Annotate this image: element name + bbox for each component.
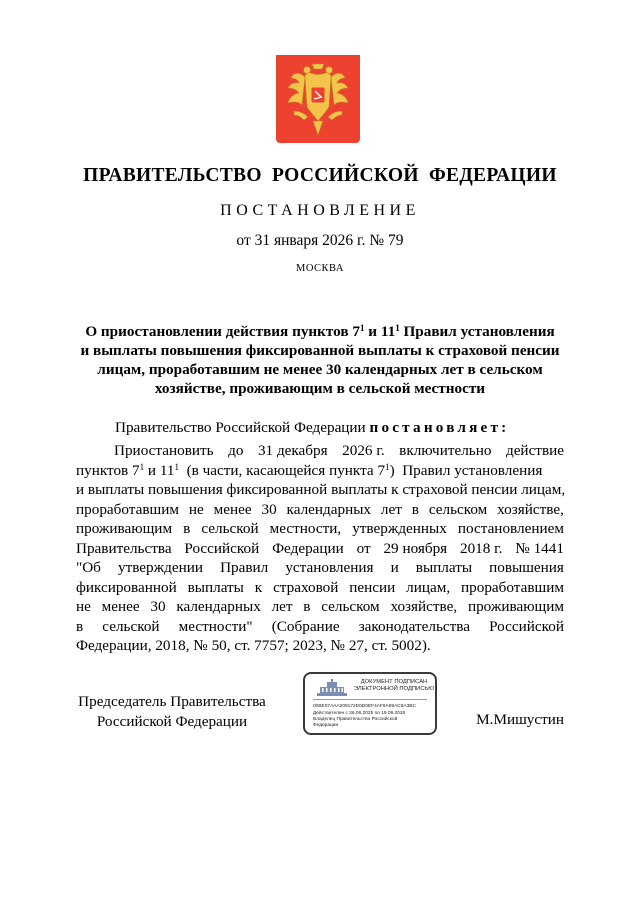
body-word: проживающим bbox=[76, 520, 173, 537]
body-word: выплаты bbox=[187, 578, 244, 596]
body-line-9 bbox=[76, 597, 564, 617]
document-type: ПОСТАНОВЛЕНИЕ bbox=[220, 202, 420, 219]
heading-line-1 bbox=[70, 322, 570, 341]
body-line-4 bbox=[76, 500, 564, 520]
body-word: местности, bbox=[269, 520, 342, 537]
body-word: сельской bbox=[102, 617, 160, 635]
body-word: в bbox=[76, 617, 84, 635]
body-word: утвержденных bbox=[352, 520, 447, 537]
body-word: и bbox=[390, 559, 399, 576]
body-word: установления bbox=[285, 559, 374, 576]
body-line-1 bbox=[76, 441, 564, 461]
body-word: законодательства bbox=[358, 617, 470, 635]
body-word: календарных bbox=[286, 500, 372, 518]
body-word: Приостановить bbox=[114, 442, 214, 459]
body-word: сельском bbox=[321, 598, 380, 615]
heading-line-2: и выплаты повышения фиксированной выплаты к страховой пенсии bbox=[80, 342, 560, 359]
body-word: Российской bbox=[184, 539, 260, 557]
body-word: "Об bbox=[76, 559, 101, 576]
body-word: пенсии bbox=[349, 578, 396, 596]
body-word: утверждении bbox=[117, 559, 203, 576]
intro-text: Правительство Российской Федерации bbox=[115, 419, 370, 436]
heading-text: Правил установления bbox=[399, 323, 555, 340]
stamp-title-line-2: ЭЛЕКТРОННОЙ ПОДПИСЬЮ bbox=[353, 686, 435, 692]
stamp-certificate: 00BE07AAA209172D0D0EF4AF8A69AC8A3BC bbox=[313, 704, 416, 709]
body-word: повышения bbox=[489, 559, 564, 576]
body-word: хозяйстве, bbox=[390, 598, 458, 615]
body-word: в bbox=[411, 500, 419, 518]
body-word: включительно bbox=[399, 442, 492, 459]
stamp-owner-line-2: Федерации bbox=[313, 723, 339, 728]
government-building-icon bbox=[315, 679, 349, 697]
body-word: от bbox=[356, 539, 371, 557]
signatory-name: М.Мишустин bbox=[476, 711, 564, 728]
double-headed-eagle-icon bbox=[276, 55, 360, 143]
body-line-11: Федерации, 2018, № 50, ст. 7757; 2023, № 27, ст. 5002). bbox=[76, 637, 431, 654]
body-word: лет bbox=[380, 500, 402, 518]
body-word: 29 ноября bbox=[383, 539, 448, 557]
body-word: страховой bbox=[273, 578, 339, 596]
body-word: выплаты bbox=[415, 559, 473, 576]
body-line-7 bbox=[76, 558, 564, 578]
body-word: проработавшим bbox=[76, 500, 179, 518]
body-line-2 bbox=[76, 461, 564, 481]
body-word: действие bbox=[505, 442, 564, 459]
stamp-divider bbox=[313, 699, 427, 700]
body-word: фиксированной bbox=[76, 578, 177, 596]
body-word: в bbox=[183, 520, 191, 537]
body-line-10 bbox=[76, 617, 564, 637]
body-word: постановлением bbox=[457, 520, 564, 537]
decree-word: постановляет: bbox=[369, 419, 510, 436]
body-word: в bbox=[303, 598, 311, 615]
heading-line-3: лицам, проработавшим не менее 30 календарных лет в сельском bbox=[97, 361, 543, 378]
document-heading bbox=[70, 322, 570, 398]
body-line-5 bbox=[76, 519, 564, 539]
body-word: не bbox=[188, 500, 204, 518]
document-city: МОСКВА bbox=[296, 263, 344, 274]
heading-text: и 11 bbox=[364, 323, 396, 340]
body-word: проработавшим bbox=[461, 578, 564, 596]
body-word: Федерации bbox=[272, 539, 344, 557]
body-word: № 1441 bbox=[515, 539, 564, 557]
body-word: (Собрание bbox=[271, 617, 340, 635]
stamp-title bbox=[353, 679, 435, 693]
state-emblem bbox=[276, 55, 360, 143]
government-title: ПРАВИТЕЛЬСТВО РОССИЙСКОЙ ФЕДЕРАЦИИ bbox=[83, 165, 557, 186]
heading-text: О приостановлении действия пунктов 7 bbox=[85, 323, 360, 340]
body-word: к bbox=[254, 578, 263, 596]
body-word: лицам, bbox=[406, 578, 451, 596]
signatory-position bbox=[76, 692, 268, 731]
body-line-2-text: пунктов $7^1$ и $11^1$ (в части, касающейся пункта $7^1$) Правил установления bbox=[76, 461, 543, 479]
decree-body bbox=[76, 441, 564, 656]
body-word: сельской bbox=[201, 520, 259, 537]
document-date-number: от 31 января 2026 г. № 79 bbox=[236, 232, 404, 249]
body-word: до bbox=[228, 442, 244, 459]
body-word: Правил bbox=[220, 559, 269, 576]
heading-line-4: хозяйстве, проживающим в сельской местности bbox=[154, 380, 486, 397]
body-word: 31 декабря bbox=[257, 442, 328, 459]
body-word: 2026 г. bbox=[342, 442, 385, 459]
body-line-3: и выплаты повышения фиксированной выплаты к страховой пенсии лицам, bbox=[76, 481, 566, 498]
stamp-owner-line-1: Владелец Правительство Российской bbox=[313, 717, 398, 722]
body-line-8 bbox=[76, 578, 564, 598]
body-word: 2018 г. bbox=[459, 539, 503, 557]
body-word: местности" bbox=[178, 617, 253, 635]
body-word: Правительства bbox=[76, 539, 172, 557]
body-word: лет bbox=[271, 598, 293, 615]
decree-intro bbox=[115, 419, 509, 437]
body-word: 30 bbox=[261, 500, 277, 518]
body-word: хозяйстве, bbox=[497, 500, 564, 518]
body-word: сельском bbox=[428, 500, 488, 518]
electronic-signature-stamp bbox=[303, 672, 437, 735]
superscript: 1 bbox=[395, 323, 400, 333]
body-word: не bbox=[76, 598, 91, 615]
body-word: Российской bbox=[489, 617, 564, 635]
body-word: календарных bbox=[176, 598, 261, 615]
body-word: менее bbox=[213, 500, 252, 518]
stamp-title-line-1: ДОКУМЕНТ ПОДПИСАН bbox=[360, 679, 428, 685]
signatory-position-line-1: Председатель Правительства bbox=[78, 693, 266, 710]
body-word: проживающим bbox=[467, 598, 564, 615]
stamp-validity: Действителен с 26.06.2025 по 19.09.2026 bbox=[313, 711, 406, 716]
body-line-6 bbox=[76, 539, 564, 559]
body-word: менее bbox=[101, 598, 140, 615]
signatory-position-line-2: Российской Федерации bbox=[96, 712, 248, 730]
body-word: 30 bbox=[150, 598, 166, 615]
superscript: 1 bbox=[359, 323, 365, 333]
